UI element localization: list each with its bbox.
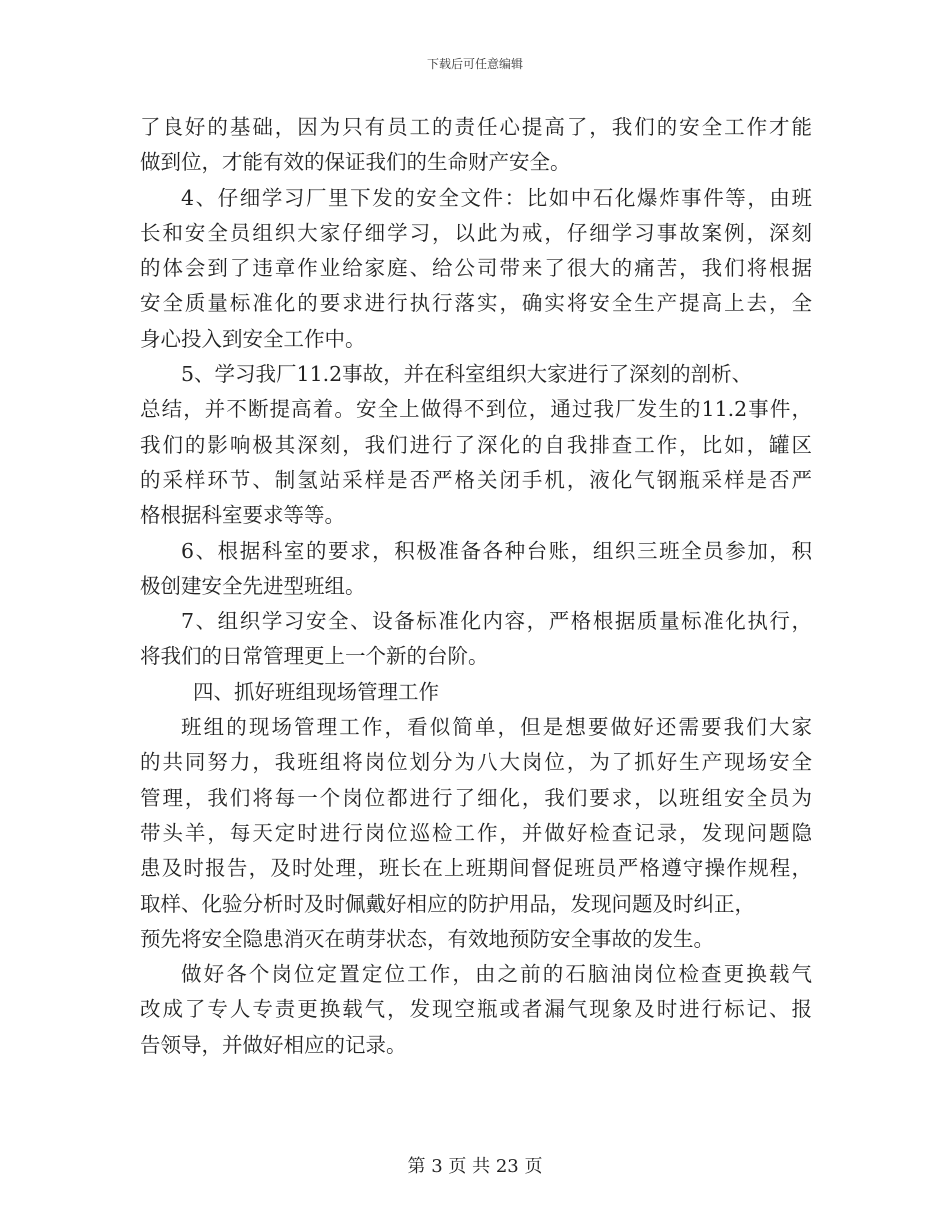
- text-line: 取样、化验分析时及时佩戴好相应的防护用品，发现问题及时纠正，: [140, 891, 755, 916]
- text-line: 安全质量标准化的要求进行执行落实，确实将安全生产提高上去，全: [140, 291, 812, 316]
- text-line: 我们的影响极其深刻，我们进行了深化的自我排查工作，比如，罐区: [140, 432, 812, 457]
- text-line: 的采样环节、制氢站采样是否严格关闭手机，液化气钢瓶采样是否严: [140, 467, 812, 492]
- text-line: 极创建安全先进型班组。: [140, 573, 366, 598]
- text-line: 告领导，并做好相应的记录。: [140, 1032, 407, 1057]
- text-line: 的体会到了违章作业给家庭、给公司带来了很大的痛苦，我们将根据: [140, 256, 812, 281]
- text-line: 改成了专人专责更换载气，发现空瓶或者漏气现象及时进行标记、报: [140, 997, 812, 1022]
- document-body: [140, 110, 812, 1063]
- text-line: 6、根据科室的要求，积极准备各种台账，组织三班全员参加，积: [181, 538, 812, 563]
- text-line: 班组的现场管理工作，看似简单，但是想要做好还需要我们大家: [181, 715, 812, 740]
- text-line: 的共同努力，我班组将岗位划分为八大岗位，为了抓好生产现场安全: [140, 750, 812, 775]
- text-line: 7、组织学习安全、设备标准化内容，严格根据质量标准化执行，: [181, 609, 812, 634]
- page-number-footer: 第 3 页 共 23 页: [407, 1156, 543, 1177]
- text-line: 将我们的日常管理更上一个新的台阶。: [140, 644, 489, 669]
- text-line: 管理，我们将每一个岗位都进行了细化，我们要求，以班组安全员为: [140, 785, 812, 810]
- text-line: 预先将安全隐患消灭在萌芽状态，有效地预防安全事故的发生。: [140, 926, 714, 951]
- text-line: 带头羊，每天定时进行岗位巡检工作，并做好检查记录，发现问题隐: [140, 820, 812, 845]
- text-line: 做好各个岗位定置定位工作，由之前的石脑油岗位检查更换载气: [181, 962, 812, 987]
- text-line: 做到位，才能有效的保证我们的生命财产安全。: [140, 150, 571, 175]
- text-line: 4、仔细学习厂里下发的安全文件：比如中石化爆炸事件等，由班: [181, 185, 812, 210]
- text-line: 格根据科室要求等等。: [140, 503, 345, 528]
- text-line: 患及时报告，及时处理，班长在上班期间督促班员严格遵守操作规程，: [140, 856, 812, 881]
- text-line: 长和安全员组织大家仔细学习，以此为戒，仔细学习事故案例，深刻: [140, 220, 812, 245]
- text-line: 身心投入到安全工作中。: [140, 326, 366, 351]
- text-line: 了良好的基础，因为只有员工的责任心提高了，我们的安全工作才能: [140, 115, 812, 139]
- section-heading: 四、抓好班组现场管理工作: [193, 679, 439, 704]
- text-line: 总结，并不断提高着。安全上做得不到位，通过我厂发生的11.2事件，: [140, 397, 812, 422]
- text-line: 5、学习我厂11.2事故，并在科室组织大家进行了深刻的剖析、: [181, 362, 753, 387]
- page-header-note: 下载后可任意编辑: [426, 57, 523, 71]
